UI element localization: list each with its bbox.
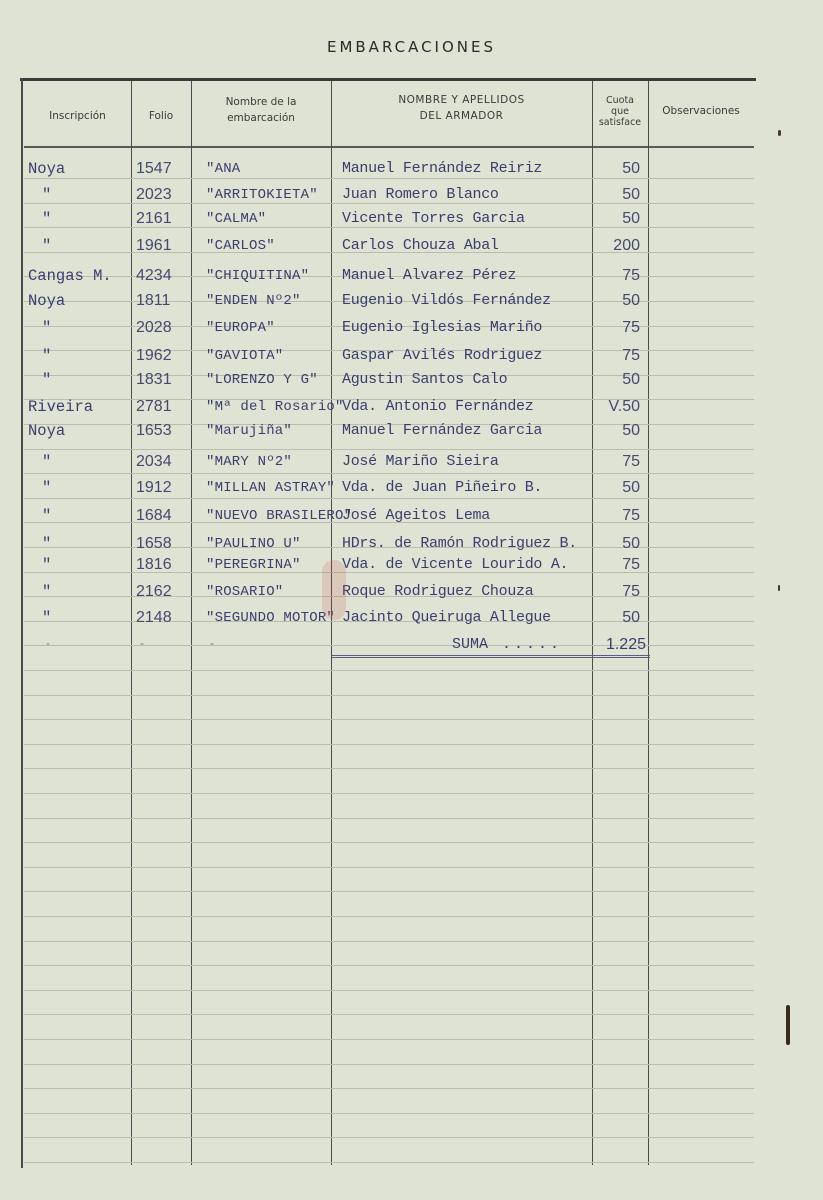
cell-embarcacion: "PEREGRINA" [206, 557, 301, 573]
cell-embarcacion: "ENDEN Nº2" [206, 293, 301, 309]
ruled-line [24, 793, 754, 794]
cell-inscripcion: " [42, 453, 52, 471]
page-title: EMBARCACIONES [326, 38, 497, 56]
ruled-line [24, 1162, 754, 1163]
cell-cuota: 75 [622, 267, 640, 284]
cell-embarcacion: "CALMA" [206, 211, 267, 227]
dash-mark: - [210, 636, 214, 650]
ruled-line [24, 990, 754, 991]
cell-cuota: 75 [622, 319, 640, 336]
ruled-line [24, 891, 754, 892]
ruled-line [24, 1064, 754, 1065]
ruled-line [24, 1039, 754, 1040]
cell-cuota: 50 [622, 535, 640, 552]
header-nombre-line2: embarcación [227, 112, 295, 124]
table-left-rule [21, 78, 23, 1168]
cell-embarcacion: "LORENZO Y G" [206, 372, 318, 388]
cell-armador: Roque Rodriguez Chouza [342, 583, 534, 600]
table-row [24, 580, 754, 604]
dash-mark: - [46, 636, 50, 650]
header-cuota [592, 95, 648, 128]
table-row [24, 368, 754, 392]
header-folio: Folio [148, 110, 174, 122]
cell-folio: 1684 [136, 507, 172, 524]
cell-embarcacion: "GAVIOTA" [206, 348, 284, 364]
cell-folio: 2162 [136, 583, 172, 600]
edge-mark [786, 1005, 790, 1045]
ruled-line [24, 965, 754, 966]
cell-armador: Jacinto Queiruga Allegue [342, 609, 551, 626]
cell-armador: Vda. de Juan Piñeiro B. [342, 479, 543, 496]
cell-armador: HDrs. de Ramón Rodriguez B. [342, 535, 577, 552]
cell-embarcacion: "NUEVO BRASILERO" [206, 508, 353, 524]
cell-inscripcion: Cangas M. [28, 267, 112, 285]
cell-folio: 2034 [136, 453, 172, 470]
cell-embarcacion: "PAULINO U" [206, 536, 301, 552]
cell-armador: Vda. Antonio Fernández [342, 398, 534, 415]
cell-embarcacion: "ANA [206, 161, 241, 177]
cell-inscripcion: " [42, 507, 52, 525]
stamp-mark [322, 560, 346, 620]
cell-inscripcion: " [42, 186, 52, 204]
cell-embarcacion: "MARY Nº2" [206, 454, 293, 470]
header-observaciones: Observaciones [662, 105, 740, 117]
cell-folio: 1962 [136, 347, 172, 364]
table-row [24, 419, 754, 443]
cell-folio: 1816 [136, 556, 172, 573]
header-cuota-line3: satisface [598, 117, 642, 128]
cell-inscripcion: " [42, 609, 52, 627]
cell-armador: Vda. de Vicente Lourido A. [342, 556, 569, 573]
ruled-line [24, 1014, 754, 1015]
cell-embarcacion: "Marujiña" [206, 423, 293, 439]
cell-inscripcion: " [42, 556, 52, 574]
cell-cuota: 50 [622, 422, 640, 439]
cell-inscripcion: " [42, 210, 52, 228]
cell-inscripcion: " [42, 347, 52, 365]
header-nombre-line1: Nombre de la [225, 96, 297, 108]
cell-folio: 1658 [136, 535, 172, 552]
header-armador-line1: NOMBRE Y APELLIDOS [398, 94, 525, 106]
cell-folio: 1831 [136, 371, 172, 388]
ruled-line [24, 670, 754, 671]
header-bottom-rule [24, 146, 754, 148]
cell-embarcacion: "CHIQUITINA" [206, 268, 310, 284]
ruled-line [24, 842, 754, 843]
ruled-line [24, 916, 754, 917]
cell-folio: 2023 [136, 186, 172, 203]
ruled-line [24, 1088, 754, 1089]
cell-folio: 1547 [136, 160, 172, 177]
cell-armador: Gaspar Avilés Rodriguez [342, 347, 543, 364]
header-cuota-line1: Cuota [605, 95, 634, 106]
cell-inscripcion: " [42, 319, 52, 337]
cell-embarcacion: "MILLAN ASTRAY" [206, 480, 336, 496]
ruled-line [24, 695, 754, 696]
cell-embarcacion: "CARLOS" [206, 238, 275, 254]
total-row [332, 636, 650, 658]
cell-inscripcion: " [42, 535, 52, 553]
cell-inscripcion: Noya [28, 292, 66, 310]
header-nombre-embarcacion [191, 94, 331, 126]
cell-folio: 1912 [136, 479, 172, 496]
table-row [24, 553, 754, 577]
ruled-line [24, 719, 754, 720]
cell-armador: Juan Romero Blanco [342, 186, 499, 203]
header-inscripcion: Inscripción [49, 110, 106, 122]
header-cuota-line2: que [611, 106, 629, 117]
cell-armador: Agustin Santos Calo [342, 371, 508, 388]
table-row [24, 157, 754, 181]
table-row [24, 606, 754, 630]
cell-cuota: 200 [613, 237, 640, 254]
table-row [24, 395, 754, 419]
dash-mark: - [140, 636, 144, 650]
cell-cuota: 75 [622, 507, 640, 524]
cell-inscripcion: " [42, 583, 52, 601]
table-row [24, 264, 754, 288]
total-label: SUMA [452, 636, 489, 653]
cell-inscripcion: Riveira [28, 398, 94, 416]
header-armador [331, 92, 592, 124]
cell-embarcacion: "EUROPA" [206, 320, 275, 336]
cell-armador: Manuel Fernández Reiriz [342, 160, 543, 177]
cell-armador: Manuel Fernández Garcia [342, 422, 543, 439]
table-row [24, 344, 754, 368]
table-row [24, 183, 754, 207]
cell-folio: 4234 [136, 267, 172, 284]
cell-inscripcion: " [42, 237, 52, 255]
table-row [24, 504, 754, 528]
cell-inscripcion: Noya [28, 160, 66, 178]
cell-armador: Vicente Torres Garcia [342, 210, 525, 227]
cell-folio: 2028 [136, 319, 172, 336]
cell-armador: Eugenio Vildós Fernández [342, 292, 551, 309]
table-row [24, 450, 754, 474]
cell-cuota: 75 [622, 453, 640, 470]
ruled-line [24, 1113, 754, 1114]
cell-folio: 1811 [136, 292, 171, 309]
cell-embarcacion: "ROSARIO" [206, 584, 284, 600]
ruled-line [24, 818, 754, 819]
table-row [24, 207, 754, 231]
header-armador-line2: DEL ARMADOR [419, 110, 504, 122]
ruled-line [24, 867, 754, 868]
cell-cuota: 50 [622, 609, 640, 626]
ruled-line [24, 1137, 754, 1138]
cell-embarcacion: "Mª del Rosario" [206, 399, 344, 415]
cell-cuota: 75 [622, 347, 640, 364]
cell-folio: 2148 [136, 609, 172, 626]
cell-inscripcion: Noya [28, 422, 66, 440]
cell-armador: Eugenio Iglesias Mariño [342, 319, 543, 336]
cell-armador: José Mariño Sieira [342, 453, 499, 470]
cell-cuota: 75 [622, 556, 640, 573]
cell-folio: 2161 [136, 210, 172, 227]
total-dots: ..... [502, 636, 563, 653]
cell-armador: Manuel Alvarez Pérez [342, 267, 517, 284]
cell-cuota: V.50 [608, 398, 640, 415]
ruled-line [24, 941, 754, 942]
cell-embarcacion: "ARRITOKIETA" [206, 187, 318, 203]
cell-cuota: 50 [622, 371, 640, 388]
cell-cuota: 75 [622, 583, 640, 600]
cell-embarcacion: "SEGUNDO MOTOR" [206, 610, 336, 626]
cell-inscripcion: " [42, 479, 52, 497]
cell-armador: José Ageitos Lema [342, 507, 490, 524]
cell-armador: Carlos Chouza Abal [342, 237, 499, 254]
table-row [24, 289, 754, 313]
cell-cuota: 50 [622, 160, 640, 177]
edge-mark [778, 130, 781, 136]
cell-cuota: 50 [622, 186, 640, 203]
table-row [24, 476, 754, 500]
edge-mark [778, 585, 780, 591]
table-row [24, 234, 754, 258]
ruled-line [24, 744, 754, 745]
cell-folio: 1961 [136, 237, 172, 254]
cell-cuota: 50 [622, 210, 640, 227]
total-value: 1.225 [605, 636, 646, 653]
cell-inscripcion: " [42, 371, 52, 389]
cell-folio: 1653 [136, 422, 172, 439]
cell-cuota: 50 [622, 292, 640, 309]
cell-folio: 2781 [136, 398, 172, 415]
cell-cuota: 50 [622, 479, 640, 496]
ruled-line [24, 768, 754, 769]
table-row [24, 316, 754, 340]
